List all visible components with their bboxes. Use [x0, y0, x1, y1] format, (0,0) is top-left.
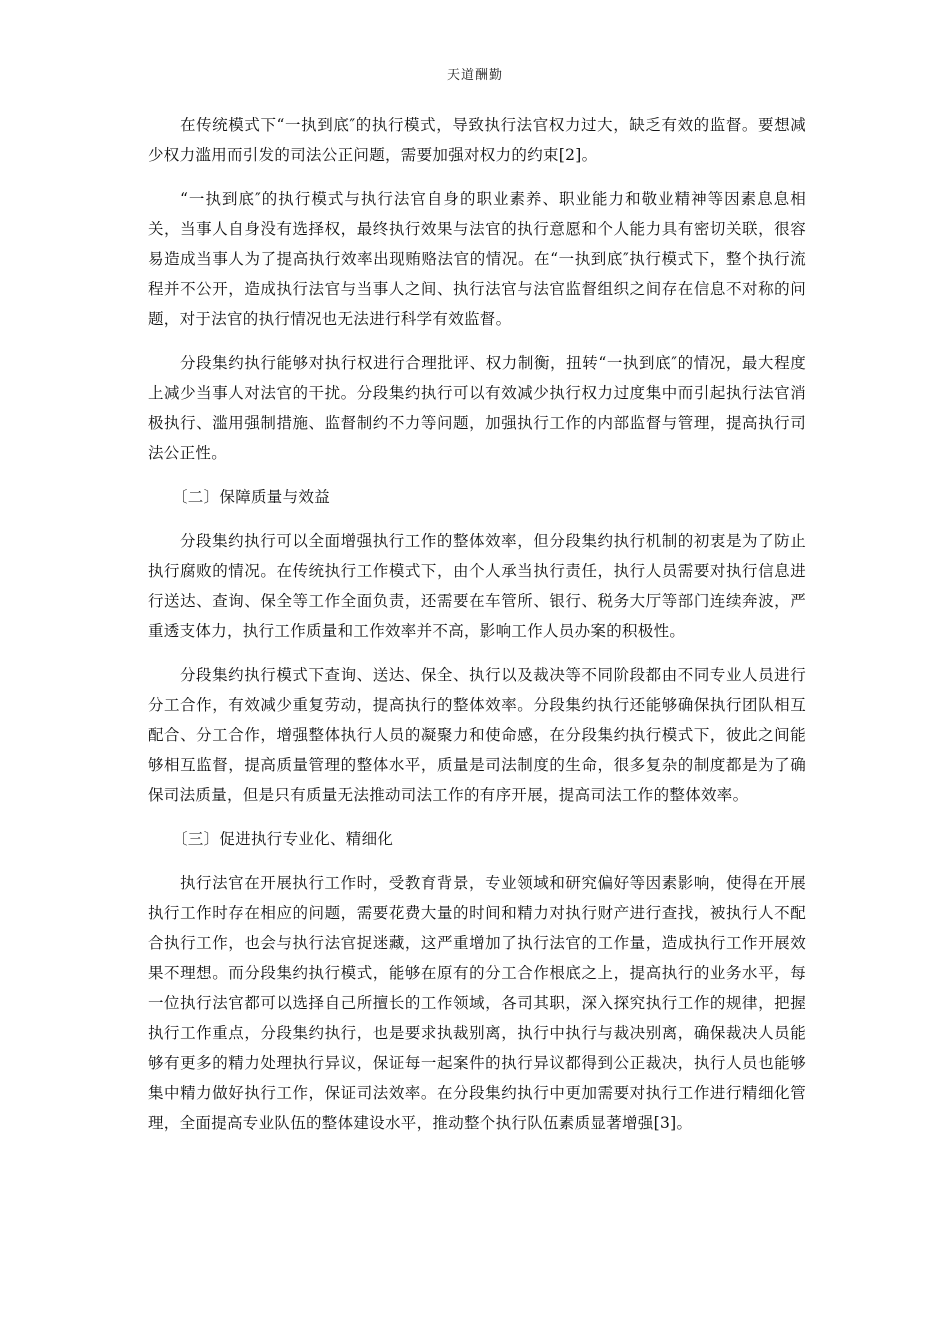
paragraph-3: 分段集约执行能够对执行权进行合理批评、权力制衡，扭转“一执到底″的情况，最大程度上减少当事人对法官的干扰。分段集约执行可以有效减少执行权力过度集中而引起执行法官消极执行、滥用强制措施、监督制约不力等问题，加强执行工作的内部监督与管理，提高执行司法公正性。	[148, 354, 806, 462]
paragraph-5: 分段集约执行模式下查询、送达、保全、执行以及裁决等不同阶段都由不同专业人员进行分工合作，有效减少重复劳动，提高执行的整体效率。分段集约执行还能够确保执行团队相互配合、分工合作，增强整体执行人员的凝聚力和使命感，在分段集约执行模式下，彼此之间能够相互监督，提高质量管理的整体水平，质量是司法制度的生命，很多复杂的制度都是为了确保司法质量，但是只有质量无法推动司法工作的有序开展，提高司法工作的整体效率。	[148, 666, 806, 804]
paragraph-4: 分段集约执行可以全面增强执行工作的整体效率，但分段集约执行机制的初衷是为了防止执行腐败的情况。在传统执行工作模式下，由个人承当执行责任，执行人员需要对执行信息进行送达、查询、保全等工作全面负责，还需要在车管所、银行、税务大厅等部门连续奔波，严重透支体力，执行工作质量和工作效率并不高，影响工作人员办案的积极性。	[148, 532, 806, 640]
section-heading-3: 〔三〕促进执行专业化、精细化	[172, 830, 394, 848]
page-header: 天道酬勤	[446, 68, 503, 83]
paragraph-6: 执行法官在开展执行工作时，受教育背景，专业领域和研究偏好等因素影响，使得在开展执行工作时存在相应的问题，需要花费大量的时间和精力对执行财产进行查找，被执行人不配合执行工作，也会与执行法官捉迷藏，这严重增加了执行法官的工作量，造成执行工作开展效果不理想。而分段集约执行模式，能够在原有的分工合作根底之上，提高执行的业务水平，每一位执行法官都可以选择自己所擅长的工作领域，各司其职，深入探究执行工作的规律，把握执行工作重点，分段集约执行，也是要求执裁别离，执行中执行与裁决别离，确保裁决人员能够有更多的精力处理执行异议，保证每一起案件的执行异议都得到公正裁决，执行人员也能够集中精力做好执行工作，保证司法效率。在分段集约执行中更加需要对执行工作进行精细化管理，全面提高专业队伍的整体建设水平，推动整个执行队伍素质显著增强[3]。	[148, 874, 806, 1132]
paragraph-1: 在传统模式下“一执到底″的执行模式，导致执行法官权力过大，缺乏有效的监督。要想减少权力滥用而引发的司法公正问题，需要加强对权力的约束[2]。	[148, 116, 806, 164]
paragraph-2: “一执到底″的执行模式与执行法官自身的职业素养、职业能力和敬业精神等因素息息相关，当事人自身没有选择权，最终执行效果与法官的执行意愿和个人能力具有密切关联，很容易造成当事人为了提高执行效率出现贿赂法官的情况。在“一执到底″执行模式下，整个执行流程并不公开，造成执行法官与当事人之间、执行法官与法官监督组织之间存在信息不对称的问题，对于法官的执行情况也无法进行科学有效监督。	[148, 190, 806, 328]
section-heading-2: 〔二〕保障质量与效益	[172, 488, 331, 506]
document-body	[148, 110, 806, 1152]
